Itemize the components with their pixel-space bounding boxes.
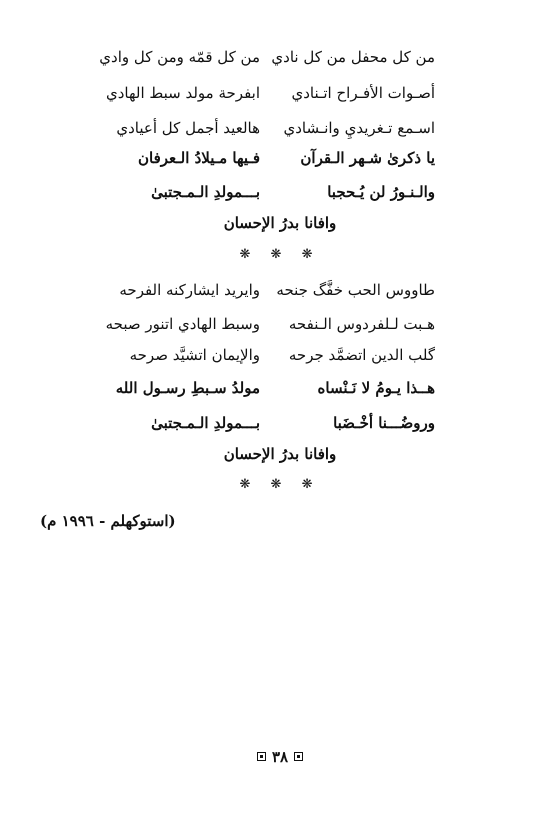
verse-1-3-left: هالعيد أجمل كل أعيادي (116, 119, 260, 137)
verse-2-5-left: بـــمولدِ الـمـجتبىٰ (151, 414, 260, 432)
verse-2-5-right: وروضُـــنا أخْـضَبا (333, 414, 435, 432)
verse-1-1-right: من كل محفل من كل نادي (271, 48, 435, 66)
refrain-1: وافانا بدرُ الإحسان (223, 214, 337, 232)
verse-2-3-right: گلب الدين اتضمَّد جرحه (288, 346, 435, 364)
verse-1-2-left: ابفرحة مولد سبط الهادي (105, 84, 260, 102)
verse-2-1-right: طاووس الحب خفَّگ جنحه (276, 281, 435, 299)
verse-1-1-left: من كل قمّه ومن كل وادي (99, 48, 260, 66)
verse-1-2-right: أصـوات الأفـراح اتـنادي (291, 84, 435, 102)
verse-2-1-left: وايريد ايشاركنه الفرحه (119, 281, 260, 299)
verse-2-2-left: وسبط الهادي اتنور صبحه (105, 315, 260, 333)
verse-1-4-right: يا ذكرىٰ شـهر الـقرآن (300, 149, 435, 167)
ornament-square-icon (257, 752, 266, 761)
verse-2-2-right: هـبت لـلفردوس الـنفحه (288, 315, 435, 333)
verse-1-4-left: فـيها مـيلادُ الـعرفان (137, 149, 260, 167)
place-date-signature: (استوكهلم - ١٩٩٦ م) (40, 512, 176, 530)
verse-2-4-right: هــذا يـومُ لا نَـنْساه (317, 379, 435, 397)
verse-2-3-left: والإيمان اتشيَّد صرحه (129, 346, 260, 364)
ornament-square-icon (294, 752, 303, 761)
verse-1-5-left: بـــمولدِ الـمـجتبىٰ (151, 183, 260, 201)
verse-2-4-left: مولدُ سـبطِ رسـول الله (115, 379, 260, 397)
refrain-2: وافانا بدرُ الإحسان (223, 445, 337, 463)
page-number-value: ٣٨ (271, 748, 289, 766)
verse-1-5-right: والـنـورُ لن يُـحجبا (327, 183, 435, 201)
page-number (0, 748, 560, 766)
verse-1-3-right: اسـمع تـغريديِ وانـشادي (283, 119, 435, 137)
stanza-divider-2: ❋ ❋ ❋ (239, 477, 321, 492)
stanza-divider-1: ❋ ❋ ❋ (239, 247, 321, 262)
